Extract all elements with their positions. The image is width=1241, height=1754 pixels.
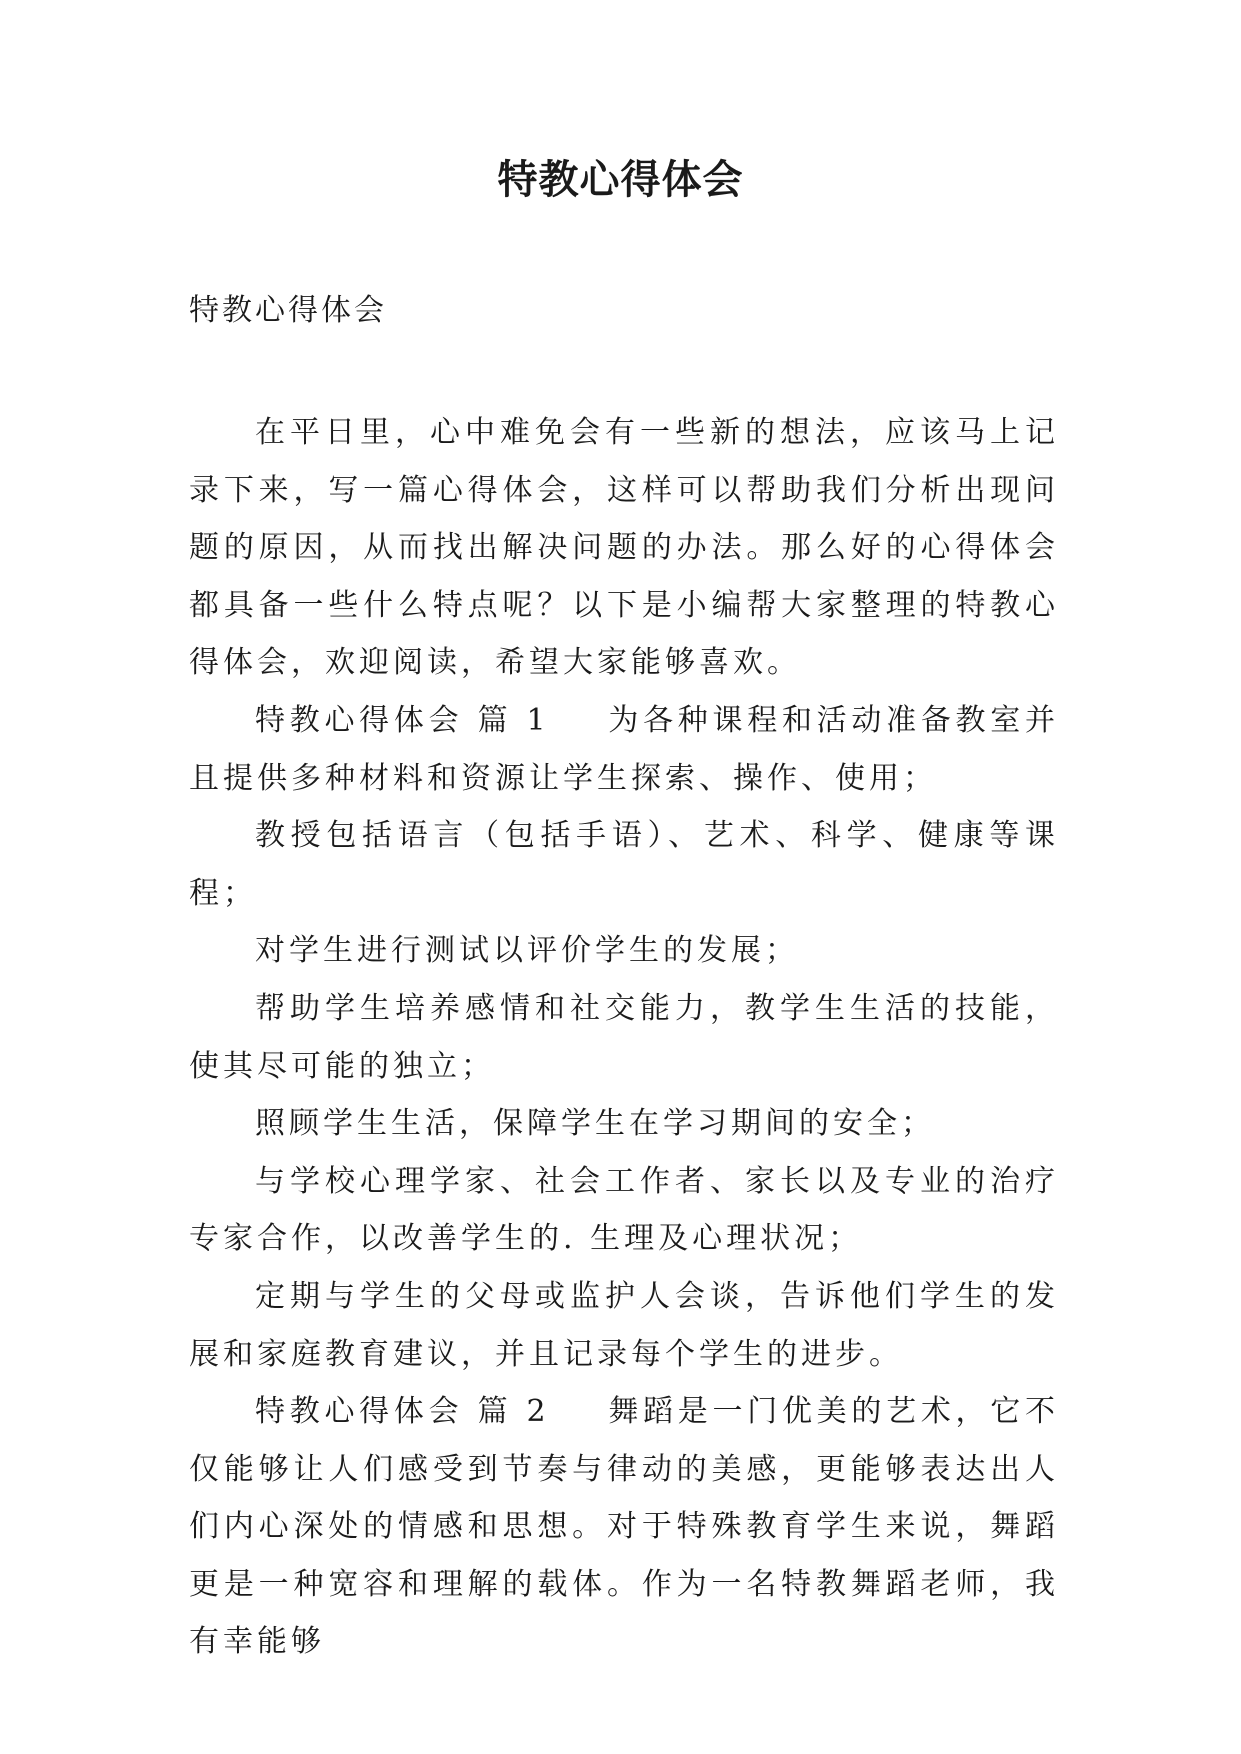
- paragraph-intro: [189, 404, 1059, 692]
- paragraph-item: [189, 1095, 1059, 1153]
- document-body: [189, 404, 1059, 1671]
- paragraph-section-1: [189, 692, 1059, 807]
- paragraph-item: [189, 1268, 1059, 1383]
- document-title: 特教心得体会: [497, 156, 744, 203]
- paragraph-text: 照顾学生生活，保障学生在学习期间的安全；: [255, 1106, 935, 1142]
- section-heading: 特教心得体会 篇 2: [255, 1394, 550, 1430]
- paragraph-item: [189, 980, 1059, 1095]
- paragraph-item: [189, 922, 1059, 980]
- paragraph-text: 教授包括语言（包括手语）、艺术、科学、健康等课程；: [189, 818, 1059, 911]
- paragraph-item: [189, 807, 1059, 922]
- paragraph-text: 舞蹈是一门优美的艺术，它不仅能够让人们感受到节奏与律动的美感，更能够表达出人们内心深处的情感和思想。对于特殊教育学生来说，舞蹈更是一种宽容和理解的载体。作为一名特教舞蹈老师，我有幸能够: [189, 1394, 1059, 1660]
- section-heading: 特教心得体会 篇 1: [255, 702, 550, 738]
- paragraph-text: 为各种课程和活动准备教室并且提供多种材料和资源让学生探索、操作、使用；: [189, 702, 1059, 796]
- paragraph-text: 帮助学生培养感情和社交能力，教学生生活的技能，使其尽可能的独立；: [189, 990, 1059, 1084]
- paragraph-text: 对学生进行测试以评价学生的发展；: [255, 933, 799, 969]
- paragraph-text: 与学校心理学家、社会工作者、家长以及专业的治疗专家合作，以改善学生的. 生理及心理状况；: [189, 1163, 1059, 1257]
- document-subtitle: 特教心得体会: [189, 293, 387, 328]
- paragraph-section-2: [189, 1383, 1059, 1671]
- paragraph-text: 定期与学生的父母或监护人会谈，告诉他们学生的发展和家庭教育建议，并且记录每个学生的进步。: [189, 1278, 1059, 1372]
- paragraph-text: 在平日里，心中难免会有一些新的想法，应该马上记录下来，写一篇心得体会，这样可以帮助我们分析出现问题的原因，从而找出解决问题的办法。那么好的心得体会都具备一些什么特点呢？以下是小编帮大家整理的特教心得体会，欢迎阅读，希望大家能够喜欢。: [189, 415, 1059, 681]
- paragraph-item: [189, 1153, 1059, 1268]
